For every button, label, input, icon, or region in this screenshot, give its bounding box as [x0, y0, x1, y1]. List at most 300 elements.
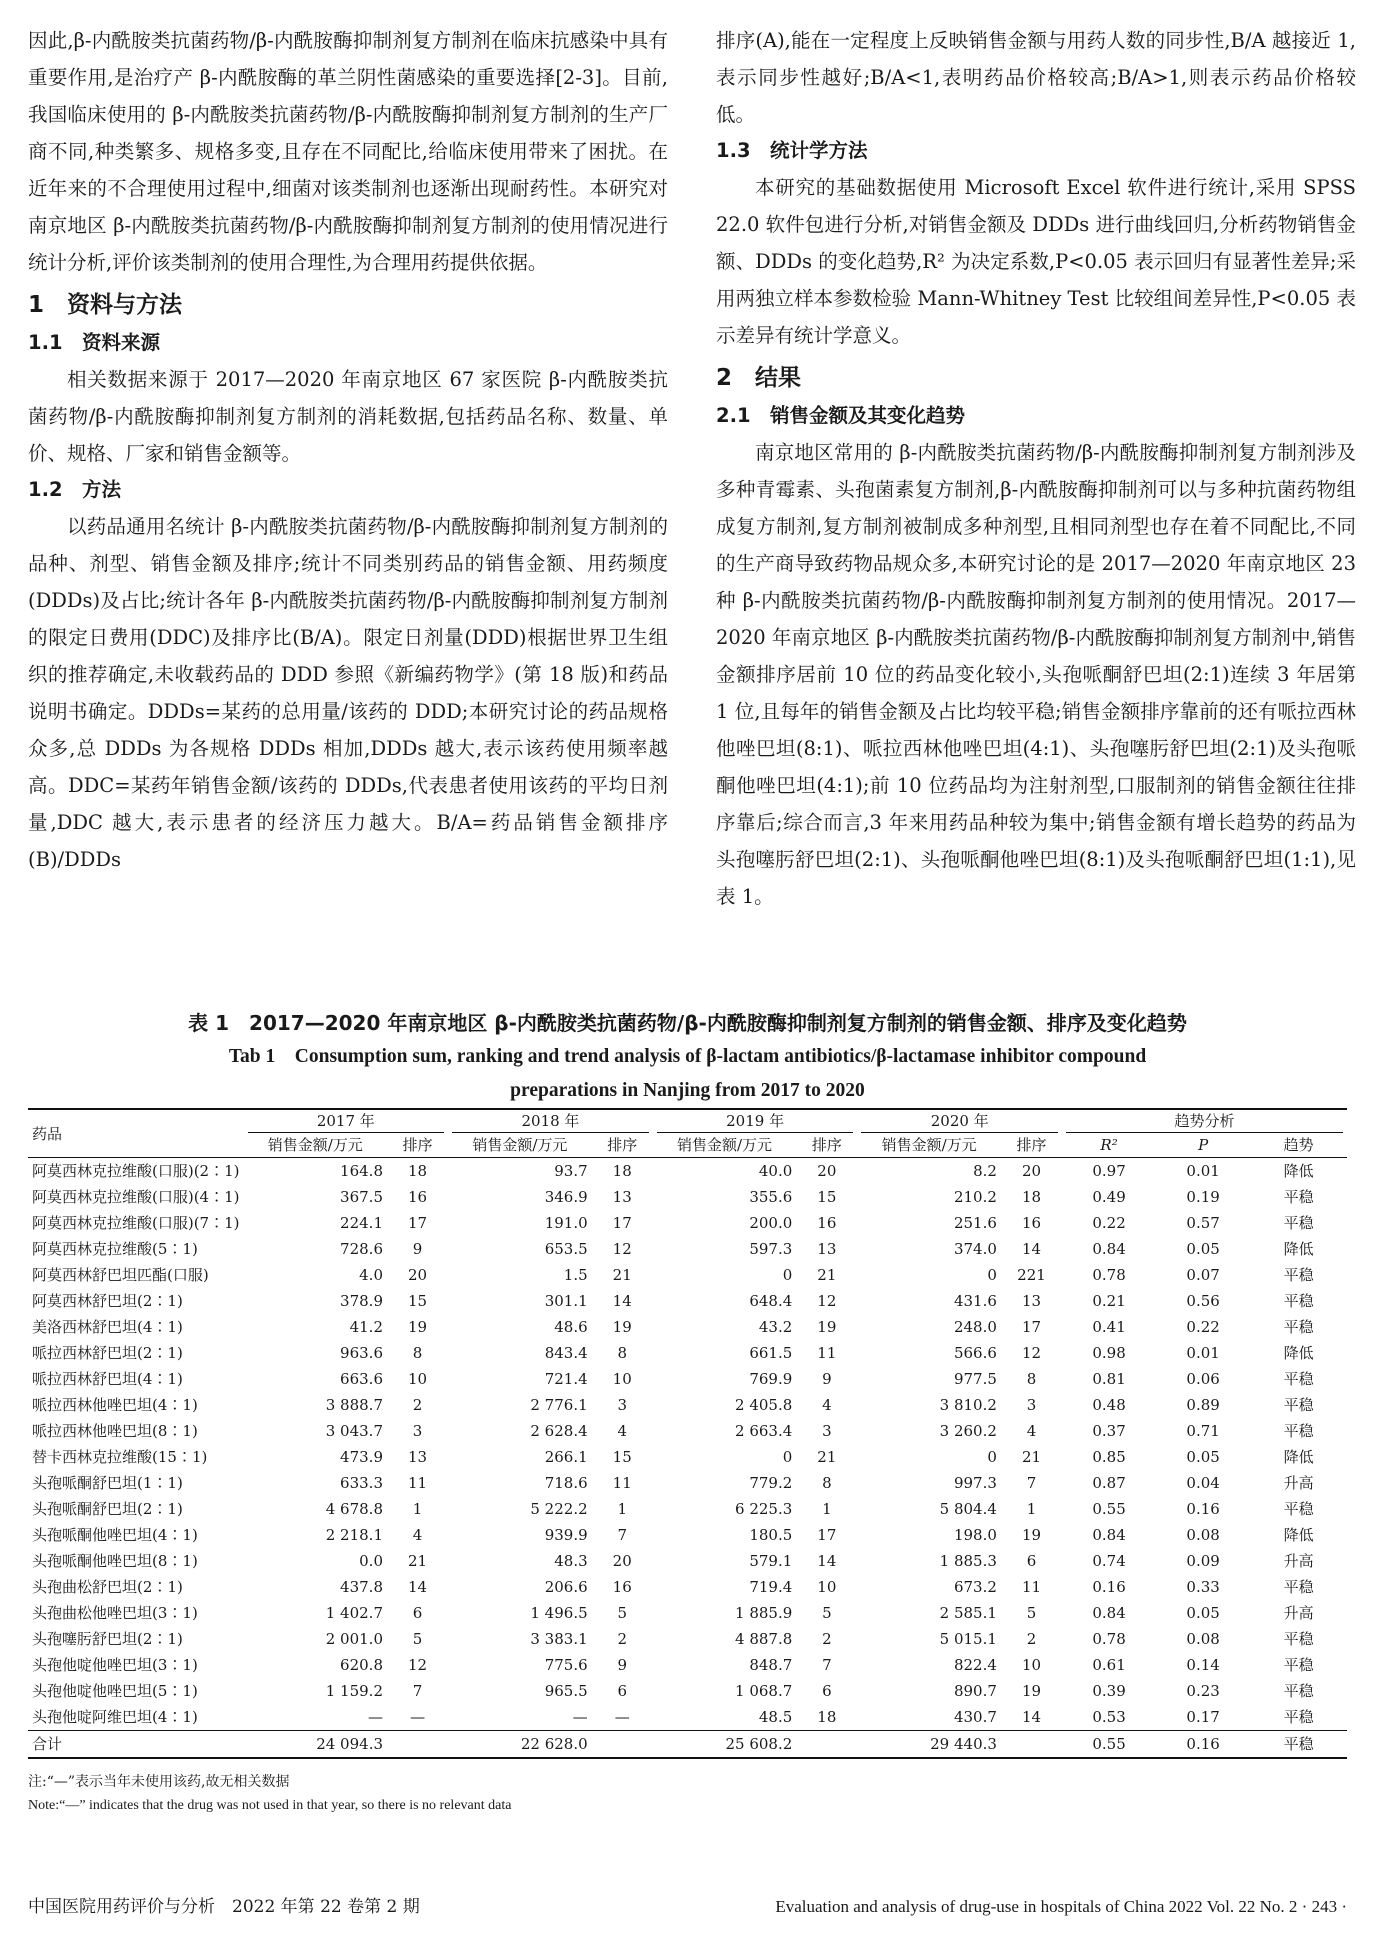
- section-1-1-paragraph: 相关数据来源于 2017—2020 年南京地区 67 家医院 β-内酰胺类抗菌药物/β-内酰胺酶抑制剂复方制剂的消耗数据,包括药品名称、数量、单价、规格、厂家和销售金额等。: [28, 368, 668, 465]
- table-cell: 48.5: [758, 1708, 793, 1726]
- table-row: [28, 1470, 1347, 1496]
- table-cell: 6: [1026, 1552, 1037, 1570]
- table-cell: 1 068.7: [735, 1682, 793, 1700]
- table-cell: 3 810.2: [939, 1396, 997, 1414]
- table-cell: 266.1: [544, 1448, 588, 1466]
- table-caption: [28, 1006, 1347, 1108]
- drug-name-cell: 头孢哌酮舒巴坦(1∶1): [32, 1474, 183, 1492]
- table-cell: 18: [817, 1708, 837, 1726]
- table-cell: 3: [822, 1422, 832, 1440]
- table-cell: 3: [1026, 1396, 1037, 1414]
- table-cell: 3 260.2: [939, 1422, 997, 1440]
- table-cell: 367.5: [340, 1188, 383, 1206]
- table-cell: 779.2: [749, 1474, 793, 1492]
- table-cell: 13: [1021, 1292, 1042, 1310]
- table-row: [28, 1444, 1347, 1470]
- table-cell: 15: [408, 1292, 428, 1310]
- table-cell: 620.8: [340, 1656, 383, 1674]
- table-cell: 9: [412, 1240, 423, 1258]
- table-cell: 0.17: [1186, 1708, 1220, 1726]
- col-header-year-2019: 2019 年: [653, 1109, 858, 1133]
- table-cell: 17: [1021, 1318, 1042, 1336]
- table-cell: 0.78: [1092, 1266, 1126, 1284]
- table-cell: 15: [612, 1448, 632, 1466]
- table-cell: 1: [412, 1500, 423, 1518]
- drug-name-cell: 头孢他啶他唑巴坦(5∶1): [32, 1682, 198, 1700]
- table-cell: 12: [817, 1292, 837, 1310]
- table-cell: 0.49: [1092, 1188, 1126, 1206]
- table-caption-cn: 表 1 2017—2020 年南京地区 β-内酰胺类抗菌药物/β-内酰胺酶抑制剂复方制剂的销售金额、排序及变化趋势: [188, 1011, 1187, 1035]
- table-cell: 2 405.8: [735, 1396, 793, 1414]
- table-cell: 平稳: [1283, 1682, 1314, 1700]
- table-cell: 18: [408, 1162, 428, 1180]
- table-caption-en-line2: preparations in Nanjing from 2017 to 2020: [510, 1080, 865, 1101]
- table-cell: [796, 1731, 857, 1759]
- table-cell: 224.1: [340, 1214, 383, 1232]
- table-cell: 4 678.8: [325, 1500, 383, 1518]
- table-cell: 3 383.1: [530, 1630, 588, 1648]
- table-cell: 0.05: [1186, 1240, 1220, 1258]
- table-cell: 24 094.3: [244, 1731, 388, 1759]
- table-cell: 2 585.1: [939, 1604, 997, 1622]
- drug-name-cell: 头孢曲松他唑巴坦(3∶1): [32, 1604, 198, 1622]
- table-cell: 17: [817, 1526, 837, 1544]
- table-caption-en-line1: Tab 1 Consumption sum, ranking and trend analysis of β-lactam antibiotics/β-lactamase inhibitor compound: [228, 1046, 1147, 1067]
- table-cell: 0.61: [1092, 1656, 1126, 1674]
- col-header-sales: 销售金额/万元: [448, 1133, 592, 1158]
- table-cell: 21: [408, 1552, 428, 1570]
- table-cell: 13: [817, 1240, 837, 1258]
- col-header-year-2020: 2020 年: [857, 1109, 1062, 1133]
- col-header-sales: 销售金额/万元: [244, 1133, 388, 1158]
- table-cell: 5 804.4: [939, 1500, 997, 1518]
- col-header-year-2017: 2017 年: [244, 1109, 449, 1133]
- table-cell: [1001, 1731, 1062, 1759]
- table-cell: 20: [612, 1552, 632, 1570]
- table-cell: 18: [1021, 1188, 1042, 1206]
- table-cell: 16: [817, 1214, 837, 1232]
- drug-name-cell: 合计: [28, 1731, 244, 1759]
- table-cell: 5 222.2: [530, 1500, 588, 1518]
- table-cell: 180.5: [749, 1526, 793, 1544]
- table-cell: 597.3: [749, 1240, 793, 1258]
- table-cell: 0.56: [1186, 1292, 1220, 1310]
- table-cell: 965.5: [544, 1682, 588, 1700]
- table-cell: 673.2: [953, 1578, 997, 1596]
- table-cell: 4.0: [359, 1266, 383, 1284]
- table-cell: 21: [612, 1266, 632, 1284]
- table-cell: 升高: [1283, 1604, 1314, 1622]
- table-cell: —: [410, 1708, 426, 1726]
- table-note-cn: 注:“—”表示当年未使用该药,故无相关数据: [28, 1774, 290, 1790]
- table-cell: 473.9: [340, 1448, 383, 1466]
- table-cell: 0.55: [1092, 1500, 1126, 1518]
- table-cell: 12: [408, 1656, 428, 1674]
- table-cell: 4 887.8: [735, 1630, 793, 1648]
- table-cell: 48.3: [554, 1552, 588, 1570]
- table-cell: 11: [1021, 1578, 1042, 1596]
- table-cell: 14: [1021, 1708, 1042, 1726]
- table-row: [28, 1418, 1347, 1444]
- table-cell: 0.05: [1186, 1604, 1220, 1622]
- table-cell: 9: [617, 1656, 627, 1674]
- table-cell: 0.09: [1186, 1552, 1220, 1570]
- table-cell: 14: [408, 1578, 428, 1596]
- table-cell: 4: [822, 1396, 832, 1414]
- table-cell: 939.9: [544, 1526, 588, 1544]
- table-cell: 3 043.7: [325, 1422, 383, 1440]
- table-row: [28, 1314, 1347, 1340]
- section-2-1-heading: 2.1 销售金额及其变化趋势: [716, 404, 966, 427]
- table-cell: 1 496.5: [530, 1604, 588, 1622]
- table-cell: 7: [822, 1656, 832, 1674]
- table-cell: 0: [987, 1448, 997, 1466]
- col-header-rank: 排序: [1001, 1133, 1062, 1158]
- table-cell: 0.97: [1092, 1162, 1126, 1180]
- table-cell: 221: [1017, 1266, 1046, 1284]
- table-cell: 963.6: [340, 1344, 383, 1362]
- table-cell: 1 885.3: [939, 1552, 997, 1570]
- table-cell: 平稳: [1283, 1656, 1314, 1674]
- table-row: [28, 1236, 1347, 1262]
- table-cell: 198.0: [953, 1526, 997, 1544]
- table-cell: 平稳: [1283, 1292, 1314, 1310]
- section-1-1-heading: 1.1 资料来源: [28, 331, 161, 354]
- table-cell: 2 628.4: [530, 1422, 588, 1440]
- table-cell: 164.8: [340, 1162, 383, 1180]
- col-header-rank: 排序: [592, 1133, 653, 1158]
- section-1-3-paragraph: 本研究的基础数据使用 Microsoft Excel 软件进行统计,采用 SPSS 22.0 软件包进行分析,对销售金额及 DDDs 进行曲线回归,分析药物销售金额、DDDs 的变化趋势,R² 为决定系数,P<0.05 表示回归有显著性差异;采用两独立样本参数检验 Mann-Whitney Test 比较组间差异性,P<0.05 表示差异有统计学意义。: [716, 176, 1356, 347]
- table-cell: 21: [817, 1448, 837, 1466]
- table-cell: 566.6: [953, 1344, 997, 1362]
- section-1-2-paragraph: 以药品通用名统计 β-内酰胺类抗菌药物/β-内酰胺酶抑制剂复方制剂的品种、剂型、销售金额及排序;统计不同类别药品的销售金额、用药频度(DDDs)及占比;统计各年 β-内酰胺类抗菌药物/β-内酰胺酶抑制剂复方制剂的限定日费用(DDC)及排序比(B/A)。限定日剂量(DDD)根据世界卫生组织的推荐确定,未收载药品的 DDD 参照《新编药物学》(第 18 版)和药品说明书确定。DDDs=某药的总用量/该药的 DDD;本研究讨论的药品规格众多,总 DDDs 为各规格 DDDs 相加,DDDs 越大,表示该药使用频率越高。DDC=某药年销售金额/该药的 DDDs,代表患者使用该药的平均日剂量,DDC 越大,表示患者的经济压力越大。B/A=药品销售金额排序(B)/DDDs: [28, 515, 668, 871]
- col-header-rank: 排序: [796, 1133, 857, 1158]
- table-cell: [592, 1731, 653, 1759]
- section-1-2-heading: 1.2 方法: [28, 478, 122, 501]
- table-cell: 0.16: [1186, 1500, 1220, 1518]
- table-cell: 374.0: [953, 1240, 997, 1258]
- table-cell: 0.39: [1092, 1682, 1126, 1700]
- table-cell: 14: [1021, 1240, 1042, 1258]
- table-row: [28, 1626, 1347, 1652]
- table-cell: 10: [817, 1578, 837, 1596]
- table-cell: 5: [617, 1604, 627, 1622]
- table-cell: 平稳: [1283, 1708, 1314, 1726]
- table-cell: 2: [412, 1396, 423, 1414]
- table-cell: 20: [408, 1266, 428, 1284]
- table-cell: 0.23: [1186, 1682, 1220, 1700]
- table-cell: 1 402.7: [325, 1604, 383, 1622]
- table-cell: 16: [612, 1578, 632, 1596]
- table-cell: 0.74: [1092, 1552, 1126, 1570]
- table-cell: 8: [617, 1344, 627, 1362]
- table-cell: 降低: [1283, 1526, 1314, 1544]
- table-cell: 升高: [1283, 1474, 1314, 1492]
- table-cell: 3 888.7: [325, 1396, 383, 1414]
- table-cell: 平稳: [1283, 1500, 1314, 1518]
- table-cell: 0.89: [1186, 1396, 1220, 1414]
- drug-name-cell: 哌拉西林他唑巴坦(8∶1): [32, 1422, 198, 1440]
- table-cell: 0.01: [1186, 1162, 1220, 1180]
- table-cell: 0.55: [1062, 1731, 1156, 1759]
- table-cell: [387, 1731, 448, 1759]
- table-cell: 200.0: [749, 1214, 793, 1232]
- drug-name-cell: 头孢哌酮他唑巴坦(8∶1): [32, 1552, 198, 1570]
- table-cell: 4: [617, 1422, 627, 1440]
- drug-name-cell: 阿莫西林克拉维酸(口服)(2∶1): [32, 1162, 240, 1180]
- drug-name-cell: 阿莫西林克拉维酸(5∶1): [32, 1240, 198, 1258]
- table-cell: 0.84: [1092, 1604, 1126, 1622]
- table-cell: 平稳: [1283, 1318, 1314, 1336]
- table-cell: 0.57: [1186, 1214, 1220, 1232]
- table-cell: 0.14: [1186, 1656, 1220, 1674]
- table-cell: 平稳: [1250, 1731, 1347, 1759]
- drug-name-cell: 头孢噻肟舒巴坦(2∶1): [32, 1630, 183, 1648]
- table-cell: 0.87: [1092, 1474, 1126, 1492]
- drug-name-cell: 阿莫西林舒巴坦匹酯(口服): [32, 1266, 209, 1284]
- table-cell: 6 225.3: [735, 1500, 793, 1518]
- col-header-sales: 销售金额/万元: [857, 1133, 1001, 1158]
- table-cell: 719.4: [749, 1578, 793, 1596]
- drug-name-cell: 阿莫西林克拉维酸(口服)(4∶1): [32, 1188, 240, 1206]
- table-cell: 11: [817, 1344, 837, 1362]
- table-cell: 21: [817, 1266, 837, 1284]
- table-cell: 22 628.0: [448, 1731, 592, 1759]
- section-2-heading: 2 结果: [716, 365, 802, 391]
- drug-name-cell: 头孢他啶阿维巴坦(4∶1): [32, 1708, 198, 1726]
- table-row: [28, 1522, 1347, 1548]
- table-cell: 997.3: [953, 1474, 997, 1492]
- table-note-en: Note:“—” indicates that the drug was not used in that year, so there is no relevant data: [28, 1798, 512, 1813]
- table-cell: 0.19: [1186, 1188, 1220, 1206]
- table-cell: 3: [617, 1396, 627, 1414]
- table-cell: 251.6: [953, 1214, 997, 1232]
- table-cell: 728.6: [340, 1240, 383, 1258]
- table-cell: 5: [1026, 1604, 1037, 1622]
- table-cell: 0.98: [1092, 1344, 1126, 1362]
- table-cell: 0.53: [1092, 1708, 1126, 1726]
- table-cell: 0.71: [1186, 1422, 1220, 1440]
- table-cell: 210.2: [953, 1188, 997, 1206]
- col-header-trend-group: 趋势分析: [1062, 1109, 1347, 1133]
- table-cell: 437.8: [340, 1578, 383, 1596]
- table-cell: 2: [617, 1630, 627, 1648]
- table-cell: 10: [1021, 1656, 1042, 1674]
- table-cell: 2 001.0: [325, 1630, 383, 1648]
- col-header-year-2018: 2018 年: [448, 1109, 653, 1133]
- table-cell: 822.4: [953, 1656, 997, 1674]
- table-cell: 7: [617, 1526, 627, 1544]
- table-cell: 16: [408, 1188, 428, 1206]
- table-cell: 6: [617, 1682, 627, 1700]
- table-cell: 12: [1021, 1344, 1042, 1362]
- table-row: [28, 1574, 1347, 1600]
- table-cell: 43.2: [758, 1318, 793, 1336]
- table-row: [28, 1652, 1347, 1678]
- table-cell: 1: [1026, 1500, 1037, 1518]
- table-cell: 平稳: [1283, 1188, 1314, 1206]
- table-cell: 0: [987, 1266, 997, 1284]
- table-cell: 93.7: [554, 1162, 588, 1180]
- drug-name-cell: 替卡西林克拉维酸(15∶1): [32, 1448, 208, 1466]
- table-cell: 0.06: [1186, 1370, 1220, 1388]
- table-cell: 升高: [1283, 1552, 1314, 1570]
- table-cell: 0.81: [1092, 1370, 1126, 1388]
- table-cell: 248.0: [953, 1318, 997, 1336]
- table-cell: 5: [412, 1630, 423, 1648]
- table-cell: 7: [412, 1682, 423, 1700]
- col-header-sales: 销售金额/万元: [653, 1133, 797, 1158]
- table-cell: 40.0: [758, 1162, 793, 1180]
- table-cell: 0.16: [1092, 1578, 1126, 1596]
- col-header-p: P: [1156, 1133, 1250, 1158]
- drug-name-cell: 哌拉西林舒巴坦(2∶1): [32, 1344, 183, 1362]
- table-cell: 206.6: [544, 1578, 588, 1596]
- table-cell: 0.01: [1186, 1344, 1220, 1362]
- table-cell: 2 776.1: [530, 1396, 588, 1414]
- table-cell: 721.4: [544, 1370, 588, 1388]
- table-cell: 平稳: [1283, 1214, 1314, 1232]
- table-cell: 20: [1021, 1162, 1042, 1180]
- table-cell: 977.5: [953, 1370, 997, 1388]
- table-cell: 19: [1021, 1682, 1042, 1700]
- table-cell: 0.84: [1092, 1240, 1126, 1258]
- table-cell: 10: [408, 1370, 428, 1388]
- table-cell: 661.5: [749, 1344, 793, 1362]
- table-cell: 25 608.2: [653, 1731, 797, 1759]
- table-cell: 0.33: [1186, 1578, 1220, 1596]
- table-cell: 0.05: [1186, 1448, 1220, 1466]
- table-cell: 21: [1021, 1448, 1042, 1466]
- table-cell: 41.2: [349, 1318, 383, 1336]
- table-cell: 18: [612, 1162, 632, 1180]
- table-cell: 1: [617, 1500, 627, 1518]
- table-cell: 17: [408, 1214, 428, 1232]
- table-cell: 633.3: [340, 1474, 383, 1492]
- table-row: [28, 1210, 1347, 1236]
- table-cell: 346.9: [544, 1188, 588, 1206]
- sales-table: [28, 1108, 1347, 1759]
- table-cell: 1.5: [563, 1266, 588, 1284]
- table-row: [28, 1158, 1347, 1185]
- table-cell: 13: [612, 1188, 632, 1206]
- table-cell: 775.6: [544, 1656, 588, 1674]
- table-row: [28, 1678, 1347, 1704]
- table-cell: 0.85: [1092, 1448, 1126, 1466]
- table-cell: 19: [1021, 1526, 1042, 1544]
- table-cell: 15: [817, 1188, 837, 1206]
- table-cell: 890.7: [953, 1682, 997, 1700]
- table-cell: 0.08: [1186, 1630, 1220, 1648]
- table-cell: 6: [412, 1604, 423, 1622]
- table-cell: 6: [822, 1682, 832, 1700]
- table-cell: 2: [1026, 1630, 1037, 1648]
- table-cell: 1 159.2: [325, 1682, 383, 1700]
- table-cell: 8: [412, 1344, 423, 1362]
- table-cell: 平稳: [1283, 1578, 1314, 1596]
- table-cell: 0.07: [1186, 1266, 1220, 1284]
- table-cell: 301.1: [544, 1292, 588, 1310]
- table-cell: 平稳: [1283, 1266, 1314, 1284]
- table-body: [28, 1158, 1347, 1759]
- left-column: [28, 22, 668, 878]
- table-cell: 12: [612, 1240, 632, 1258]
- table-row: [28, 1184, 1347, 1210]
- table-row: [28, 1600, 1347, 1626]
- table-cell: 19: [817, 1318, 837, 1336]
- table-cell: 769.9: [749, 1370, 793, 1388]
- table-cell: 8: [1026, 1370, 1037, 1388]
- table-cell: 11: [408, 1474, 428, 1492]
- table-cell: 13: [408, 1448, 428, 1466]
- table-cell: 843.4: [544, 1344, 588, 1362]
- table-cell: 降低: [1283, 1448, 1314, 1466]
- table-cell: 8.2: [973, 1162, 997, 1180]
- drug-name-cell: 头孢曲松舒巴坦(2∶1): [32, 1578, 183, 1596]
- table-row: [28, 1496, 1347, 1522]
- table-cell: 11: [612, 1474, 632, 1492]
- section-2-1-paragraph: 南京地区常用的 β-内酰胺类抗菌药物/β-内酰胺酶抑制剂复方制剂涉及多种青霉素、头孢菌素复方制剂,β-内酰胺酶抑制剂可以与多种抗菌药物组成复方制剂,复方制剂被制成多种剂型,且相同剂型也存在着不同配比,不同的生产商导致药物品规众多,本研究讨论的是 2017—2020 年南京地区 23 种 β-内酰胺类抗菌药物/β-内酰胺酶抑制剂复方制剂的使用情况。2017—2020 年南京地区 β-内酰胺类抗菌药物/β-内酰胺酶抑制剂复方制剂中,销售金额排序居前 10 位的药品变化较小,头孢哌酮舒巴坦(2:1)连续 3 年居第 1 位,且每年的销售金额及占比均较平稳;销售金额排序靠前的还有哌拉西林他唑巴坦(8:1)、哌拉西林他唑巴坦(4:1)、头孢噻肟舒巴坦(2:1)及头孢哌酮他唑巴坦(4:1);前 10 位药品均为注射剂型,口服制剂的销售金额往往排序靠后;综合而言,3 年来用药品种较为集中;销售金额有增长趋势的药品为头孢噻肟舒巴坦(2:1)、头孢哌酮他唑巴坦(8:1)及头孢哌酮舒巴坦(1:1),见表 1。: [716, 441, 1356, 908]
- col-header-r2: R²: [1062, 1133, 1156, 1158]
- table-cell: 7: [1026, 1474, 1037, 1492]
- drug-name-cell: 头孢哌酮舒巴坦(2∶1): [32, 1500, 183, 1518]
- table-cell: 20: [817, 1162, 837, 1180]
- table-cell: 0.0: [359, 1552, 383, 1570]
- intro-paragraph: 因此,β-内酰胺类抗菌药物/β-内酰胺酶抑制剂复方制剂在临床抗感染中具有重要作用,是治疗产 β-内酰胺酶的革兰阴性菌感染的重要选择[2-3]。目前,我国临床使用的 β-内酰胺类抗菌药物/β-内酰胺酶抑制剂复方制剂的生产厂商不同,种类繁多、规格多变,且存在不同配比,给临床使用带来了困扰。在近年来的不合理使用过程中,细菌对该类制剂也逐渐出现耐药性。本研究对南京地区 β-内酰胺类抗菌药物/β-内酰胺酶抑制剂复方制剂的使用情况进行统计分析,评价该类制剂的使用合理性,为合理用药提供依据。: [28, 29, 668, 274]
- table-cell: 48.6: [554, 1318, 588, 1336]
- table-cell: 0.48: [1092, 1396, 1126, 1414]
- table-cell: 降低: [1283, 1240, 1314, 1258]
- table-cell: 平稳: [1283, 1396, 1314, 1414]
- drug-name-cell: 阿莫西林克拉维酸(口服)(7∶1): [32, 1214, 240, 1232]
- table-row: [28, 1392, 1347, 1418]
- table-cell: 平稳: [1283, 1630, 1314, 1648]
- continued-paragraph: 排序(A),能在一定程度上反映销售金额与用药人数的同步性,B/A 越接近 1,表示同步性越好;B/A<1,表明药品价格较高;B/A>1,则表示药品价格较低。: [716, 29, 1356, 126]
- table-row: [28, 1288, 1347, 1314]
- table-cell: 0.41: [1092, 1318, 1126, 1336]
- table-cell: —: [368, 1708, 383, 1726]
- table-cell: 降低: [1283, 1162, 1314, 1180]
- table-cell: 19: [408, 1318, 428, 1336]
- footer-journal-en: Evaluation and analysis of drug-use in hospitals of China 2022 Vol. 22 No. 2 · 243 ·: [775, 1897, 1347, 1916]
- table-cell: 9: [822, 1370, 832, 1388]
- table-row: [28, 1262, 1347, 1288]
- table-cell: 0: [782, 1266, 793, 1284]
- table-row: [28, 1548, 1347, 1574]
- table-cell: 14: [612, 1292, 632, 1310]
- table-cell: 平稳: [1283, 1422, 1314, 1440]
- table-cell: 17: [612, 1214, 632, 1232]
- table-cell: 0.04: [1186, 1474, 1220, 1492]
- section-1-heading: 1 资料与方法: [28, 292, 183, 318]
- table-row: [28, 1340, 1347, 1366]
- table-cell: 191.0: [544, 1214, 588, 1232]
- table-cell: 4: [412, 1526, 423, 1544]
- drug-name-cell: 哌拉西林舒巴坦(4∶1): [32, 1370, 183, 1388]
- table-cell: 10: [612, 1370, 632, 1388]
- table-cell: 1 885.9: [735, 1604, 793, 1622]
- table-cell: 0.16: [1156, 1731, 1250, 1759]
- section-1-3-heading: 1.3 统计学方法: [716, 139, 868, 162]
- col-header-trend: 趋势: [1250, 1133, 1347, 1158]
- table-cell: 平稳: [1283, 1370, 1314, 1388]
- table-cell: 663.6: [340, 1370, 383, 1388]
- table-cell: 0.37: [1092, 1422, 1126, 1440]
- drug-name-cell: 头孢哌酮他唑巴坦(4∶1): [32, 1526, 198, 1544]
- footer-journal-cn: 中国医院用药评价与分析 2022 年第 22 卷第 2 期: [28, 1897, 420, 1917]
- table-cell: 718.6: [544, 1474, 588, 1492]
- table-cell: 5 015.1: [939, 1630, 997, 1648]
